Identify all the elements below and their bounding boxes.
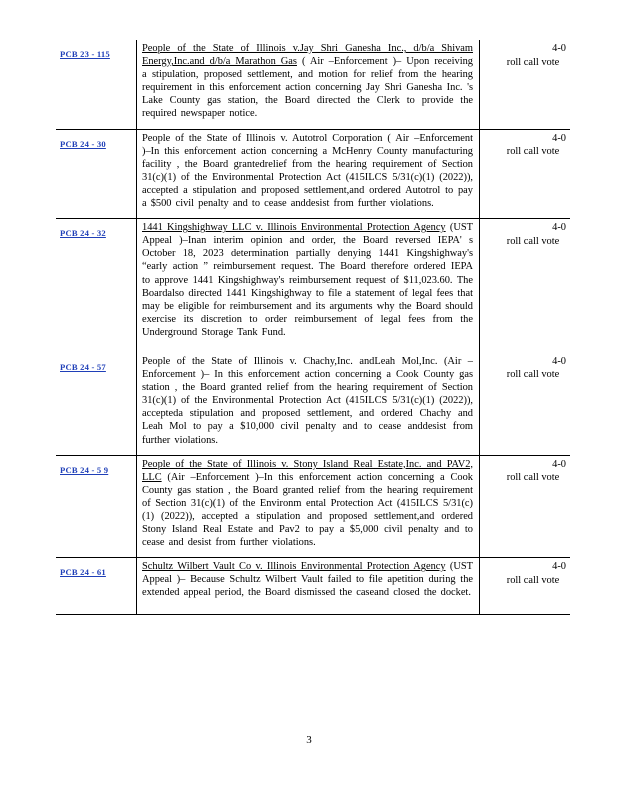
page-number: 3 — [306, 734, 312, 746]
case-number-cell — [56, 558, 136, 613]
vote-label: roll call vote — [506, 56, 560, 68]
vote-count: 4-0 — [552, 222, 566, 234]
case-title: People of the State of Illinois v. Stony Island Real Estate,Inc. and PAV2, LLC — [142, 458, 473, 483]
vote-cell — [480, 353, 570, 455]
case-summary — [136, 130, 480, 219]
case-description: (UST Appeal )– Because Schultz Wilbert Vault failed to file apetition during the extended appeal period, the Board dismissed the caseand closed the docket. — [142, 561, 473, 599]
vote-count: 4-0 — [552, 561, 566, 573]
case-description: People of the State of Illinois v. Autotrol Corporation ( Air –Enforcement )–In this enforcement action concerning a McHenry County manufacturing facility , the Board grantedrelief from the hearing requirement of Section 31(c)(1) of the Environmental Protection Act (415ILCS 5/31(c)(1) (2022)), accepted a stipulation and proposed settlement,and ordered Autotrol to pay a $500 civil penalty and to cease anddesist from further violations. — [142, 132, 473, 210]
table-row — [56, 219, 570, 353]
table-row — [56, 130, 570, 220]
vote-cell — [480, 219, 570, 353]
case-number-link[interactable]: PCB 24 - 5 9 — [60, 464, 109, 475]
case-number-link[interactable]: PCB 24 - 30 — [60, 138, 106, 149]
case-summary — [136, 353, 480, 455]
case-description: (UST Appeal )–Inan interim opinion and order, the Board reversed IEPA' s October 18, 2023 determination partially denying 1441 Kingshighway's “early action ” reimbursement request. The Board therefore ordered IEPA to approve 1441 Kingshighway's reimbursement request of $11,023.60. The Boardalso directed 1441 Kingshighway to file a statement of legal fees that may be eligible for reimbursement and its arguments why the Board should exercise its discretion to order reimbursement of legal fees from the Underground Storage Tank Fund. — [142, 222, 473, 338]
case-summary — [136, 456, 480, 558]
case-description: ( Air –Enforcement )– Upon receiving a stipulation, proposed settlement, and motion for relief from the hearing requirement in this enforcement action concerning Jay Shri Ganesha Inc. 's Lake County gas station, the Board directed the Clerk to provide the required newspaper notice. — [142, 56, 474, 120]
vote-count: 4-0 — [552, 132, 566, 144]
vote-cell — [480, 558, 570, 613]
case-number-link[interactable]: PCB 23 - 115 — [60, 49, 110, 59]
vote-count: 4-0 — [552, 458, 566, 470]
case-title: Schultz Wilbert Vault Co v. Illinois Environmental Protection Agency — [142, 561, 446, 573]
vote-label: roll call vote — [506, 574, 560, 586]
case-description: (Air –Enforcement )–In this enforcement action concerning a Cook County gas station , the Board granted relief from the hearing requirement of Section 31(c)(1) of the Environm ental Protection Act (415ILCS 5/31(c)(1) (2022)), accepted a stipulation and proposed settlement,and ordered Stony Island Real Estate and Pav2 to pay a $5,000 civil penalty and to cease and desist from further violations. — [142, 471, 473, 549]
vote-label: roll call vote — [506, 235, 560, 247]
vote-label: roll call vote — [506, 472, 560, 484]
case-number-link[interactable]: PCB 24 - 57 — [60, 361, 106, 372]
case-number-cell — [56, 130, 136, 219]
case-summary — [136, 558, 480, 613]
table-row — [56, 353, 570, 456]
vote-cell — [480, 40, 570, 129]
minutes-table — [56, 40, 570, 615]
vote-label: roll call vote — [506, 146, 560, 158]
case-number-cell — [56, 219, 136, 353]
case-description: People of the State of Illinois v. Chachy,Inc. andLeah Mol,Inc. (Air –Enforcement )– In this enforcement action concerning a Cook County gas station , the Board granted relief from the hearing requirement of Section 31(c)(1) of the Environmental Protection Act (415ILCS 5/31(c)(1) (2022)), accepteda stipulation and proposed settlement, and ordered Chachy and Leah Mol to pay a $10,000 civil penalty and to cease anddesist from further violations. — [142, 355, 473, 446]
case-number-cell — [56, 40, 136, 129]
table-row — [56, 40, 570, 130]
vote-cell — [480, 130, 570, 219]
case-title: 1441 Kingshighway LLC v. Illinois Environmental Protection Agency — [142, 222, 446, 234]
table-row — [56, 558, 570, 614]
table-row — [56, 456, 570, 559]
vote-cell — [480, 456, 570, 558]
case-number-cell — [56, 456, 136, 558]
case-number-link[interactable]: PCB 24 - 61 — [60, 567, 106, 578]
vote-count: 4-0 — [552, 43, 566, 54]
case-number-cell — [56, 353, 136, 455]
case-number-link[interactable]: PCB 24 - 32 — [60, 228, 106, 239]
case-summary — [136, 219, 480, 353]
case-summary — [136, 40, 480, 129]
vote-label: roll call vote — [506, 369, 560, 381]
case-title: People of the State of Illinois v.Jay Shri Ganesha Inc., d/b/a Shivam Energy,Inc.and d/b/a Marathon Gas — [142, 43, 473, 68]
vote-count: 4-0 — [552, 355, 566, 367]
